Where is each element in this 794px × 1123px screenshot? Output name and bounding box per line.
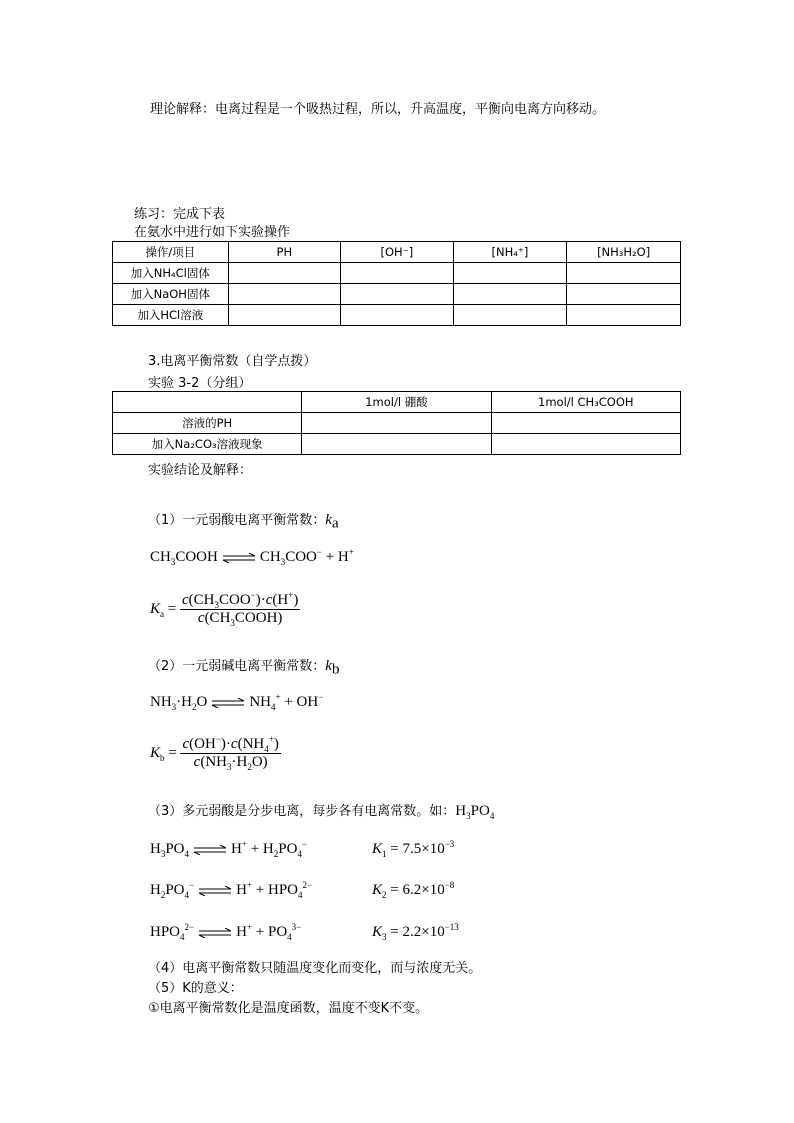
table-header-row — [113, 242, 681, 263]
k2-mantissa: 6.2×10 — [402, 882, 445, 898]
header-cell: [OH⁻] — [341, 242, 454, 263]
table-row — [113, 434, 681, 455]
row-label: 溶液的PH — [113, 413, 302, 434]
row-label: 加入NH₄Cl固体 — [113, 263, 229, 284]
equilibrium-arrow-icon — [221, 553, 257, 563]
theory-text: 理论解释：电离过程是一个吸热过程，所以，升高温度，平衡向电离方向移动。 — [150, 102, 606, 117]
table-row — [113, 284, 681, 305]
row-label: 加入NaOH固体 — [113, 284, 229, 305]
header-cell: [NH₃H₂O] — [567, 242, 681, 263]
kb-subscript: b — [331, 661, 340, 678]
header-cell — [113, 392, 302, 413]
table-row — [113, 413, 681, 434]
header-cell: [NH₄⁺] — [453, 242, 567, 263]
k1-mantissa: 7.5×10 — [402, 841, 445, 857]
equation-step1: $H_3PO_4$ $H^+ + H_2PO_4^-$ — [150, 839, 308, 859]
item-3-text: （3）多元弱酸是分步电离，每步各有电离常数。如： — [148, 804, 456, 819]
header-cell: PH — [228, 242, 341, 263]
item-6: ①电离平衡常数化是温度函数，温度不变K不变。 — [148, 1001, 429, 1016]
k2-value: $K_2 = 6.2\times 10^{-8}$ — [372, 880, 455, 900]
item-2 — [148, 655, 340, 678]
experiment-table — [112, 391, 681, 455]
k1-value: $K_1 = 7.5\times 10^{-3}$ — [372, 839, 455, 859]
experiment-label: 实验 3-2（分组） — [148, 376, 252, 391]
header-cell: 1mol/l CH₃COOH — [491, 392, 680, 413]
conclusion-label: 实验结论及解释： — [148, 463, 253, 478]
exercise-subtitle: 在氨水中进行如下实验操作 — [134, 225, 291, 240]
kb-expression: $K_b$ = $\frac{c(OH^-)\cdot c(NH_4^+)}{c(NH_3\cdot H_2O)}$ — [150, 734, 279, 772]
equation-ammonia: $NH_3\cdot H_2O$ $NH_4^+ + OH^-$ — [150, 692, 324, 712]
equilibrium-arrow-icon — [192, 845, 228, 855]
item-5: （5）K的意义： — [148, 981, 243, 996]
section3-title: 3.电离平衡常数（自学点拨） — [148, 354, 317, 369]
equation-step2: $H_2PO_4^-$ $H^+ + HPO_4^{2-}$ — [150, 880, 313, 900]
header-cell: 操作/项目 — [113, 242, 229, 263]
ka-symbol: k — [325, 512, 332, 528]
item-1-text: （1）一元弱酸电离平衡常数： — [148, 513, 326, 528]
row-label: 加入Na₂CO₃溶液现象 — [113, 434, 302, 455]
equilibrium-arrow-icon — [197, 886, 233, 896]
item-1 — [148, 509, 339, 532]
exercise-table — [112, 241, 681, 326]
k3-value: $K_3 = 2.2\times 10^{-13}$ — [372, 922, 459, 942]
kb-symbol: k — [325, 658, 332, 674]
item-3: （3）多元弱酸是分步电离，每步各有电离常数。如：$H_3PO_4$ — [148, 803, 495, 821]
header-cell: 1mol/l 硼酸 — [302, 392, 491, 413]
item-2-text: （2）一元弱碱电离平衡常数： — [148, 659, 326, 674]
table-row — [113, 305, 681, 326]
exercise-title: 练习：完成下表 — [134, 207, 226, 222]
ka-subscript: a — [331, 515, 339, 532]
ka-expression: $K_a$ = $\frac{c(CH_3COO^-)\cdot c(H^+)}{c(CH_3COOH)}$ — [150, 590, 299, 628]
row-label: 加入HCl溶液 — [113, 305, 229, 326]
k2-exponent: −8 — [444, 880, 455, 890]
equilibrium-arrow-icon — [197, 928, 233, 938]
equilibrium-arrow-icon — [210, 698, 246, 708]
table-header-row — [113, 392, 681, 413]
item-4: （4）电离平衡常数只随温度变化而变化，而与浓度无关。 — [148, 961, 482, 976]
table-row — [113, 263, 681, 284]
k3-mantissa: 2.2×10 — [402, 924, 445, 940]
k1-exponent: −3 — [444, 839, 455, 849]
equation-acetic-acid: $CH_3COOH$ $CH_3COO^- + H^+$ — [150, 547, 354, 567]
k3-exponent: −13 — [444, 922, 459, 932]
equation-step3: $HPO_4^{2-}$ $H^+ + PO_4^{3-}$ — [150, 922, 302, 942]
